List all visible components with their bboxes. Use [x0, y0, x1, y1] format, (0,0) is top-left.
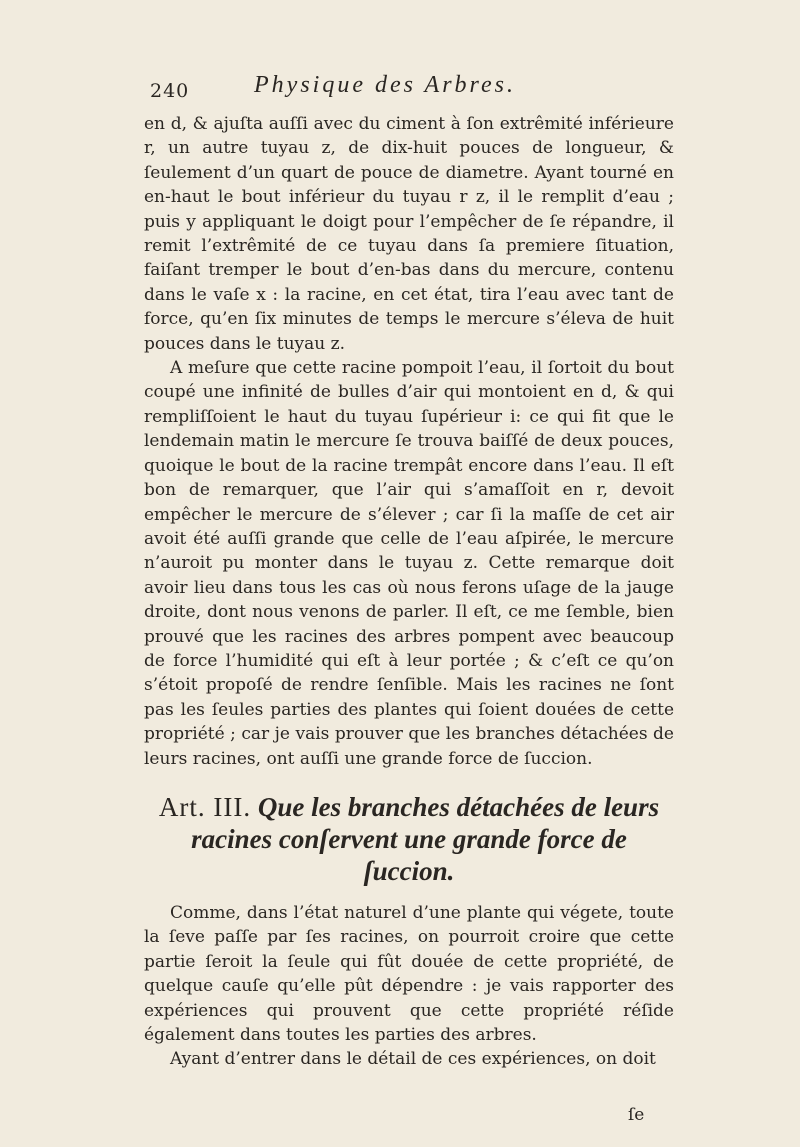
paragraph-4: Ayant d’entrer dans le détail de ces expériences, on doit: [170, 1049, 656, 1070]
article-label: Art. III.: [158, 791, 252, 822]
running-title: Physique des Arbres.: [254, 72, 516, 98]
paragraph-1: en d, & ajuſta auſſi avec du ciment à ſon extrêmité inférieure r, un autre tuyau z, de dix-huit pouces de longueur, & ſeulement d’un quart de pouce de diametre. Ayant tourné en en-haut le bout inférieur du tuyau r z, il le remplit d’eau ; puis y appliquant le doigt pour l’empêcher de ſe répandre, il remit l’extrêmité de ce tuyau dans ſa premiere ſituation, faiſant tremper le bout d’en-bas dans du mercure, contenu dans le vaſe x : la racine, en cet état, tira l’eau avec tant de force, qu’en ſix minutes de temps le mercure s’éleva de huit pouces dans le tuyau z.: [144, 114, 674, 354]
article-title: Que les branches détachées de leurs racines conſervent une grande force de ſuccion.: [191, 791, 660, 886]
article-heading: [144, 791, 674, 887]
page-number: 240: [150, 80, 190, 102]
catchword: ſe: [628, 1105, 645, 1125]
page-body: [144, 112, 674, 1072]
paragraph-2: A meſure que cette racine pompoit l’eau, il ſortoit du bout coupé une infinité de bulles d’air qui montoient en d, & qui rempliſſoient le haut du tuyau ſupérieur i: ce qui fit que le lendemain matin le mercure ſe trouva baiſſé de deux pouces, quoique le bout de la racine trempât encore dans l’eau. Il eſt bon de remarquer, que l’air qui s’amaſſoit en r, devoit empêcher le mercure de s’élever ; car ſi la maſſe de cet air avoit été auſſi grande que celle de l’eau aſpirée, le mercure n’auroit pu monter dans le tuyau z. Cette remarque doit avoir lieu dans tous les cas où nous ferons uſage de la jauge droite, dont nous venons de parler. Il eſt, ce me ſemble, bien prouvé que les racines des arbres pompent avec beaucoup de force l’humidité qui eſt à leur portée ; & c’eſt ce qu’on s’étoit propoſé de rendre ſenſible. Mais les racines ne ſont pas les ſeules parties des plantes qui ſoient douées de cette propriété ; car je vais prouver que les branches détachées de leurs racines, ont auſſi une grande force de ſuccion.: [144, 358, 674, 769]
page-header: [150, 72, 670, 112]
paragraph-3: Comme, dans l’état naturel d’une plante qui végete, toute la ſeve paſſe par ſes racines, on pourroit croire que cette partie ſeroit la ſeule qui fût douée de cette propriété, de quelque cauſe qu’elle pût dépendre : je vais rapporter des expériences qui prouvent que cette propriété réſide également dans toutes les parties des arbres.: [144, 902, 674, 1045]
